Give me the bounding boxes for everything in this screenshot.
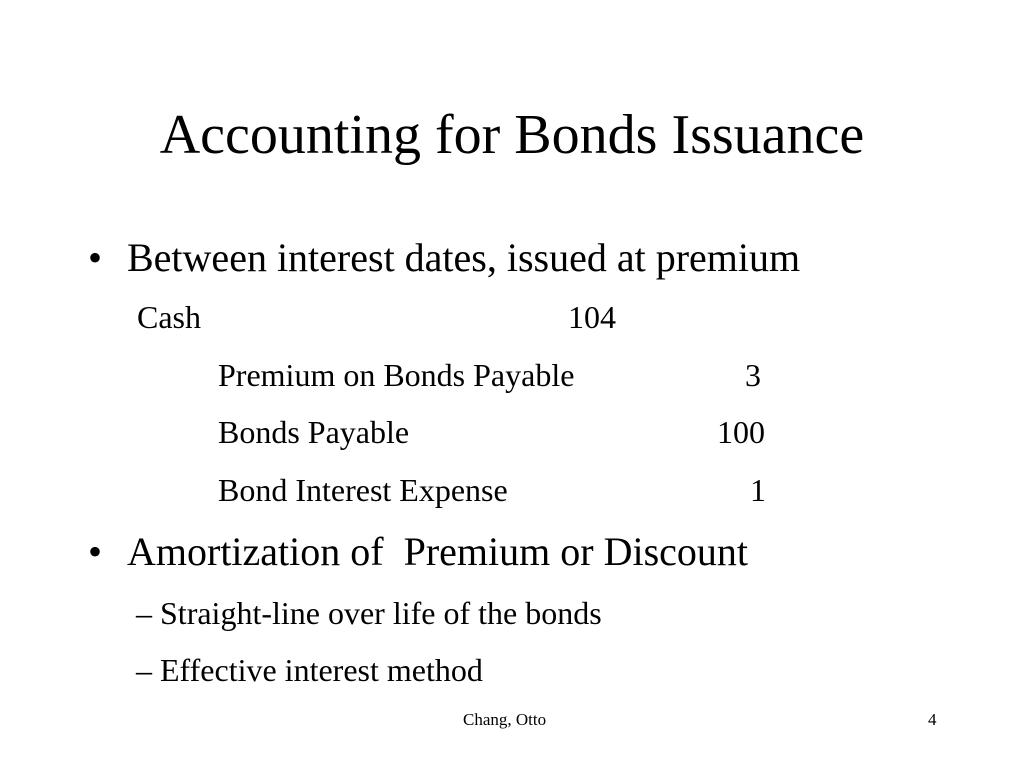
credit-amount: 1 xyxy=(750,472,766,508)
account-name: Premium on Bonds Payable xyxy=(218,357,575,393)
footer-author: Chang, Otto xyxy=(463,710,547,729)
bullet-text: Amortization of Premium or Discount xyxy=(127,529,749,574)
sub-bullet-marker: – xyxy=(136,595,152,631)
account-name: Cash xyxy=(137,299,201,335)
bullet-marker: • xyxy=(88,235,103,280)
slide-title: Accounting for Bonds Issuance xyxy=(159,104,865,166)
bullet-text: Between interest dates, issued at premium xyxy=(127,235,801,280)
sub-bullet-item xyxy=(136,651,483,689)
account-name: Bond Interest Expense xyxy=(218,472,508,508)
credit-amount: 100 xyxy=(717,414,765,450)
debit-amount: 104 xyxy=(568,299,616,335)
account-name: Bonds Payable xyxy=(218,414,410,450)
sub-bullet-text: Effective interest method xyxy=(160,652,483,688)
slide-number: 4 xyxy=(928,710,937,729)
bullet-marker: • xyxy=(88,529,103,574)
sub-bullet-text: Straight-line over life of the bonds xyxy=(160,595,602,631)
credit-amount: 3 xyxy=(745,357,761,393)
sub-bullet-marker: – xyxy=(136,652,152,688)
bullet-item xyxy=(88,234,800,282)
bullet-item xyxy=(88,528,748,576)
sub-bullet-item xyxy=(136,594,602,632)
